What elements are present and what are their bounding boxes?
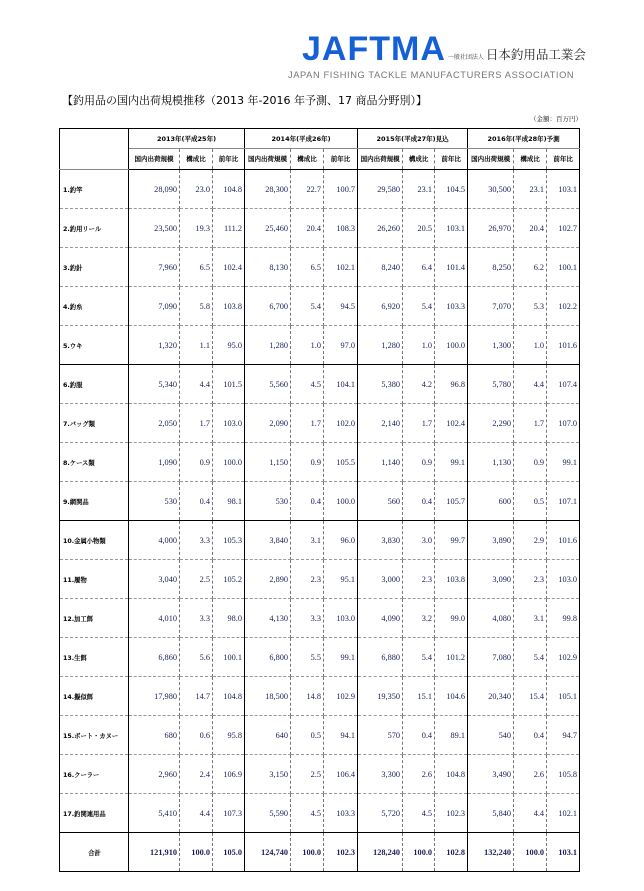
row-label: 1.釣竿 [60, 170, 129, 209]
table-cell: 2.9 [514, 521, 547, 560]
table-cell: 102.7 [547, 209, 580, 248]
table-cell: 4,090 [358, 599, 403, 638]
table-cell: 25,460 [245, 209, 291, 248]
total-row [60, 833, 580, 872]
column-header: 構成比 [514, 149, 547, 170]
table-cell: 4.5 [291, 794, 324, 833]
table-cell: 0.4 [291, 482, 324, 521]
table-cell: 104.5 [435, 170, 468, 209]
table-cell: 102.4 [213, 248, 245, 287]
table-cell: 2,890 [245, 560, 291, 599]
table-cell: 7,960 [129, 248, 180, 287]
table-cell: 121,910 [129, 833, 180, 872]
table-cell: 18,500 [245, 677, 291, 716]
table-cell: 99.0 [435, 599, 468, 638]
table-cell: 29,580 [358, 170, 403, 209]
table-cell: 103.8 [435, 560, 468, 599]
table-cell: 15.4 [514, 677, 547, 716]
table-cell: 102.9 [324, 677, 358, 716]
unit-note: （金額：百万円） [530, 115, 582, 123]
column-header: 国内出荷規模 [129, 149, 180, 170]
table-cell: 99.1 [435, 443, 468, 482]
table-cell: 1.1 [180, 326, 213, 365]
row-label: 11.履物 [60, 560, 129, 599]
table-cell: 2.4 [180, 755, 213, 794]
table-cell: 22.7 [291, 170, 324, 209]
table-cell: 2,050 [129, 404, 180, 443]
table-cell: 19.3 [180, 209, 213, 248]
table-cell: 4.4 [514, 365, 547, 404]
row-label: 15.ボート・カヌー [60, 716, 129, 755]
table-cell: 4.4 [514, 794, 547, 833]
table-cell: 105.8 [547, 755, 580, 794]
table-cell: 5,840 [468, 794, 514, 833]
table-cell: 28,300 [245, 170, 291, 209]
table-cell: 102.1 [547, 794, 580, 833]
table-cell: 103.3 [324, 794, 358, 833]
table-cell: 102.1 [324, 248, 358, 287]
table-cell: 1,300 [468, 326, 514, 365]
table-cell: 15.1 [403, 677, 435, 716]
table-row [60, 560, 580, 599]
table-cell: 640 [245, 716, 291, 755]
column-header: 前年比 [324, 149, 358, 170]
table-cell: 600 [468, 482, 514, 521]
table-cell: 100.0 [514, 833, 547, 872]
year-header: 2014年(平成26年) [245, 129, 358, 149]
table-cell: 94.5 [324, 287, 358, 326]
row-label: 16.クーラー [60, 755, 129, 794]
table-cell: 3,890 [468, 521, 514, 560]
table-row [60, 287, 580, 326]
table-cell: 560 [358, 482, 403, 521]
row-label: 5.ウキ [60, 326, 129, 365]
table-cell: 105.1 [547, 677, 580, 716]
table-cell: 101.2 [435, 638, 468, 677]
table-cell: 100.0 [324, 482, 358, 521]
table-cell: 102.3 [324, 833, 358, 872]
column-header: 前年比 [435, 149, 468, 170]
table-cell: 111.2 [213, 209, 245, 248]
table-row [60, 365, 580, 404]
table-cell: 95.8 [213, 716, 245, 755]
table-cell: 2.3 [514, 560, 547, 599]
table-cell: 14.7 [180, 677, 213, 716]
table-cell: 101.6 [547, 326, 580, 365]
table-cell: 99.1 [324, 638, 358, 677]
table-cell: 1,320 [129, 326, 180, 365]
table-cell: 0.5 [291, 716, 324, 755]
table-cell: 5,780 [468, 365, 514, 404]
row-label: 12.加工餌 [60, 599, 129, 638]
table-cell: 102.4 [435, 404, 468, 443]
table-cell: 0.9 [514, 443, 547, 482]
table-cell: 103.0 [324, 599, 358, 638]
row-label: 9.網関品 [60, 482, 129, 521]
year-header-row [60, 129, 580, 149]
table-cell: 2,290 [468, 404, 514, 443]
table-cell: 1.0 [514, 326, 547, 365]
table-cell: 6,860 [129, 638, 180, 677]
table-cell: 100.1 [213, 638, 245, 677]
table-row [60, 482, 580, 521]
table-cell: 1.7 [514, 404, 547, 443]
table-cell: 20.4 [291, 209, 324, 248]
table-cell: 1.0 [403, 326, 435, 365]
table-cell: 20.5 [403, 209, 435, 248]
table-cell: 6,800 [245, 638, 291, 677]
table-row [60, 170, 580, 209]
table-cell: 102.3 [435, 794, 468, 833]
table-cell: 5,340 [129, 365, 180, 404]
table-row [60, 755, 580, 794]
table-cell: 107.1 [547, 482, 580, 521]
column-header: 構成比 [403, 149, 435, 170]
shipment-table [59, 128, 580, 872]
table-cell: 1,150 [245, 443, 291, 482]
table-cell: 100.1 [547, 248, 580, 287]
table-cell: 100.0 [213, 443, 245, 482]
jaftma-logo [302, 30, 586, 68]
table-cell: 0.4 [180, 482, 213, 521]
row-label: 6.釣服 [60, 365, 129, 404]
table-cell: 107.0 [547, 404, 580, 443]
table-cell: 20,340 [468, 677, 514, 716]
table-cell: 104.6 [435, 677, 468, 716]
table-cell: 124,740 [245, 833, 291, 872]
table-cell: 102.9 [547, 638, 580, 677]
table-cell: 0.4 [403, 716, 435, 755]
table-row [60, 326, 580, 365]
table-cell: 4.5 [403, 794, 435, 833]
table-cell: 3.3 [291, 599, 324, 638]
table-cell: 104.1 [324, 365, 358, 404]
table-cell: 23.0 [180, 170, 213, 209]
table-cell: 4.4 [180, 794, 213, 833]
column-header: 前年比 [213, 149, 245, 170]
org-english-name: JAPAN FISHING TACKLE MANUFACTURERS ASSOCIATION [288, 70, 575, 80]
table-cell: 530 [245, 482, 291, 521]
table-cell: 2.6 [514, 755, 547, 794]
row-label: 13.生餌 [60, 638, 129, 677]
table-cell: 105.5 [324, 443, 358, 482]
table-cell: 8,240 [358, 248, 403, 287]
table-row [60, 677, 580, 716]
table-cell: 1,090 [129, 443, 180, 482]
table-cell: 7,090 [129, 287, 180, 326]
table-cell: 0.9 [291, 443, 324, 482]
table-cell: 98.1 [213, 482, 245, 521]
table-cell: 106.4 [324, 755, 358, 794]
table-cell: 100.0 [403, 833, 435, 872]
table-row [60, 599, 580, 638]
table-cell: 105.2 [213, 560, 245, 599]
page-title: 【釣用品の国内出荷規模推移（2013 年-2016 年予測、17 商品分野別）】 [62, 94, 427, 107]
table-cell: 101.6 [547, 521, 580, 560]
table-cell: 19,350 [358, 677, 403, 716]
row-label: 14.擬似餌 [60, 677, 129, 716]
table-cell: 105.7 [435, 482, 468, 521]
table-cell: 20.4 [514, 209, 547, 248]
table-cell: 5,410 [129, 794, 180, 833]
table-cell: 6,700 [245, 287, 291, 326]
table-cell: 5.4 [403, 638, 435, 677]
logo-mark: JAFTMA [302, 30, 446, 68]
row-label: 17.釣関連用品 [60, 794, 129, 833]
table-cell: 100.0 [180, 833, 213, 872]
table-cell: 0.5 [514, 482, 547, 521]
table-cell: 104.8 [435, 755, 468, 794]
table-cell: 4,130 [245, 599, 291, 638]
table-cell: 17,980 [129, 677, 180, 716]
table-row [60, 209, 580, 248]
table-cell: 4.2 [403, 365, 435, 404]
table-cell: 101.5 [213, 365, 245, 404]
table-cell: 103.0 [547, 560, 580, 599]
table-cell: 7,070 [468, 287, 514, 326]
table-cell: 6.5 [180, 248, 213, 287]
table-cell: 99.8 [547, 599, 580, 638]
table-row [60, 521, 580, 560]
table-cell: 3,840 [245, 521, 291, 560]
table-cell: 99.7 [435, 521, 468, 560]
table-cell: 8,130 [245, 248, 291, 287]
table-cell: 3,040 [129, 560, 180, 599]
row-label: 7.バッグ類 [60, 404, 129, 443]
table-cell: 3,150 [245, 755, 291, 794]
table-cell: 3.1 [291, 521, 324, 560]
table-cell: 3.3 [180, 521, 213, 560]
column-header: 前年比 [547, 149, 580, 170]
header-corner [60, 129, 129, 170]
table-cell: 540 [468, 716, 514, 755]
table-cell: 5,590 [245, 794, 291, 833]
table-cell: 26,970 [468, 209, 514, 248]
table-cell: 5.4 [291, 287, 324, 326]
table-cell: 4,000 [129, 521, 180, 560]
table-cell: 100.0 [435, 326, 468, 365]
table-cell: 128,240 [358, 833, 403, 872]
column-header: 国内出荷規模 [468, 149, 514, 170]
table-cell: 5.4 [514, 638, 547, 677]
subheader-row [60, 149, 580, 170]
table-cell: 95.1 [324, 560, 358, 599]
table-cell: 23.1 [403, 170, 435, 209]
table-cell: 104.8 [213, 677, 245, 716]
table-cell: 1.7 [180, 404, 213, 443]
table-cell: 106.9 [213, 755, 245, 794]
table-cell: 28,090 [129, 170, 180, 209]
table-cell: 23.1 [514, 170, 547, 209]
table-cell: 3.1 [514, 599, 547, 638]
table-cell: 102.0 [324, 404, 358, 443]
table-cell: 1,140 [358, 443, 403, 482]
table-cell: 0.6 [180, 716, 213, 755]
table-cell: 107.4 [547, 365, 580, 404]
table-row [60, 716, 580, 755]
table-cell: 0.4 [514, 716, 547, 755]
row-label: 合計 [60, 833, 129, 872]
table-cell: 2.3 [291, 560, 324, 599]
table-cell: 108.3 [324, 209, 358, 248]
column-header: 国内出荷規模 [358, 149, 403, 170]
logo-prefix: 一般社団法人 [447, 54, 484, 61]
row-label: 10.金属小物類 [60, 521, 129, 560]
table-cell: 26,260 [358, 209, 403, 248]
table-cell: 5.4 [403, 287, 435, 326]
table-cell: 6,920 [358, 287, 403, 326]
table-cell: 2.3 [403, 560, 435, 599]
table-cell: 94.1 [324, 716, 358, 755]
table-cell: 5,720 [358, 794, 403, 833]
table-cell: 103.0 [213, 404, 245, 443]
table-cell: 132,240 [468, 833, 514, 872]
table-cell: 3,090 [468, 560, 514, 599]
table-cell: 2.6 [403, 755, 435, 794]
table-cell: 1,280 [245, 326, 291, 365]
table-row [60, 638, 580, 677]
table-cell: 5,380 [358, 365, 403, 404]
table-row [60, 404, 580, 443]
table-cell: 23,500 [129, 209, 180, 248]
table-cell: 1,130 [468, 443, 514, 482]
column-header: 国内出荷規模 [245, 149, 291, 170]
table-cell: 97.0 [324, 326, 358, 365]
table-cell: 3.0 [403, 521, 435, 560]
table-cell: 103.8 [213, 287, 245, 326]
table-cell: 2,960 [129, 755, 180, 794]
table-cell: 5.8 [180, 287, 213, 326]
table-cell: 89.1 [435, 716, 468, 755]
row-label: 8.ケース類 [60, 443, 129, 482]
table-cell: 100.0 [291, 833, 324, 872]
table-cell: 3,000 [358, 560, 403, 599]
table-cell: 2,140 [358, 404, 403, 443]
table-cell: 104.8 [213, 170, 245, 209]
column-header: 構成比 [180, 149, 213, 170]
table-cell: 5,560 [245, 365, 291, 404]
table-cell: 96.0 [324, 521, 358, 560]
table-cell: 7,080 [468, 638, 514, 677]
year-header: 2016年(平成28年)予測 [468, 129, 580, 149]
table-cell: 102.2 [547, 287, 580, 326]
table-cell: 94.7 [547, 716, 580, 755]
table-cell: 100.7 [324, 170, 358, 209]
table-cell: 3.3 [180, 599, 213, 638]
table-row [60, 248, 580, 287]
table-cell: 14.8 [291, 677, 324, 716]
table-cell: 101.4 [435, 248, 468, 287]
table-cell: 530 [129, 482, 180, 521]
table-cell: 107.3 [213, 794, 245, 833]
table-cell: 102.8 [435, 833, 468, 872]
table-cell: 3,300 [358, 755, 403, 794]
table-cell: 103.1 [547, 833, 580, 872]
table-cell: 95.0 [213, 326, 245, 365]
table-cell: 5.5 [291, 638, 324, 677]
org-name: 日本釣用品工業会 [485, 47, 586, 62]
table-cell: 680 [129, 716, 180, 755]
table-cell: 2,090 [245, 404, 291, 443]
row-label: 4.釣糸 [60, 287, 129, 326]
table-cell: 4,010 [129, 599, 180, 638]
table-cell: 4.5 [291, 365, 324, 404]
row-label: 3.釣針 [60, 248, 129, 287]
table-row [60, 794, 580, 833]
table-cell: 103.1 [435, 209, 468, 248]
year-header: 2013年(平成25年) [129, 129, 245, 149]
table-cell: 105.3 [213, 521, 245, 560]
table-cell: 570 [358, 716, 403, 755]
table-cell: 1.7 [291, 404, 324, 443]
table-cell: 8,250 [468, 248, 514, 287]
table-cell: 3,490 [468, 755, 514, 794]
table-cell: 96.8 [435, 365, 468, 404]
table-cell: 4,080 [468, 599, 514, 638]
row-label: 2.釣用リール [60, 209, 129, 248]
table-cell: 4.4 [180, 365, 213, 404]
table-cell: 2.5 [291, 755, 324, 794]
table-cell: 99.1 [547, 443, 580, 482]
table-cell: 6.2 [514, 248, 547, 287]
table-cell: 103.3 [435, 287, 468, 326]
table-cell: 103.1 [547, 170, 580, 209]
column-header: 構成比 [291, 149, 324, 170]
table-cell: 2.5 [180, 560, 213, 599]
table-cell: 5.3 [514, 287, 547, 326]
table-cell: 30,500 [468, 170, 514, 209]
table-cell: 105.0 [213, 833, 245, 872]
table-row [60, 443, 580, 482]
table-cell: 6.5 [291, 248, 324, 287]
table-cell: 6.4 [403, 248, 435, 287]
table-cell: 0.9 [403, 443, 435, 482]
table-cell: 98.0 [213, 599, 245, 638]
table-cell: 3.2 [403, 599, 435, 638]
table-cell: 6,880 [358, 638, 403, 677]
table-cell: 1.0 [291, 326, 324, 365]
table-cell: 3,830 [358, 521, 403, 560]
table-cell: 0.4 [403, 482, 435, 521]
table-cell: 1.7 [403, 404, 435, 443]
table-cell: 1,280 [358, 326, 403, 365]
table-cell: 5.6 [180, 638, 213, 677]
table-cell: 0.9 [180, 443, 213, 482]
year-header: 2015年(平成27年)見込 [358, 129, 468, 149]
